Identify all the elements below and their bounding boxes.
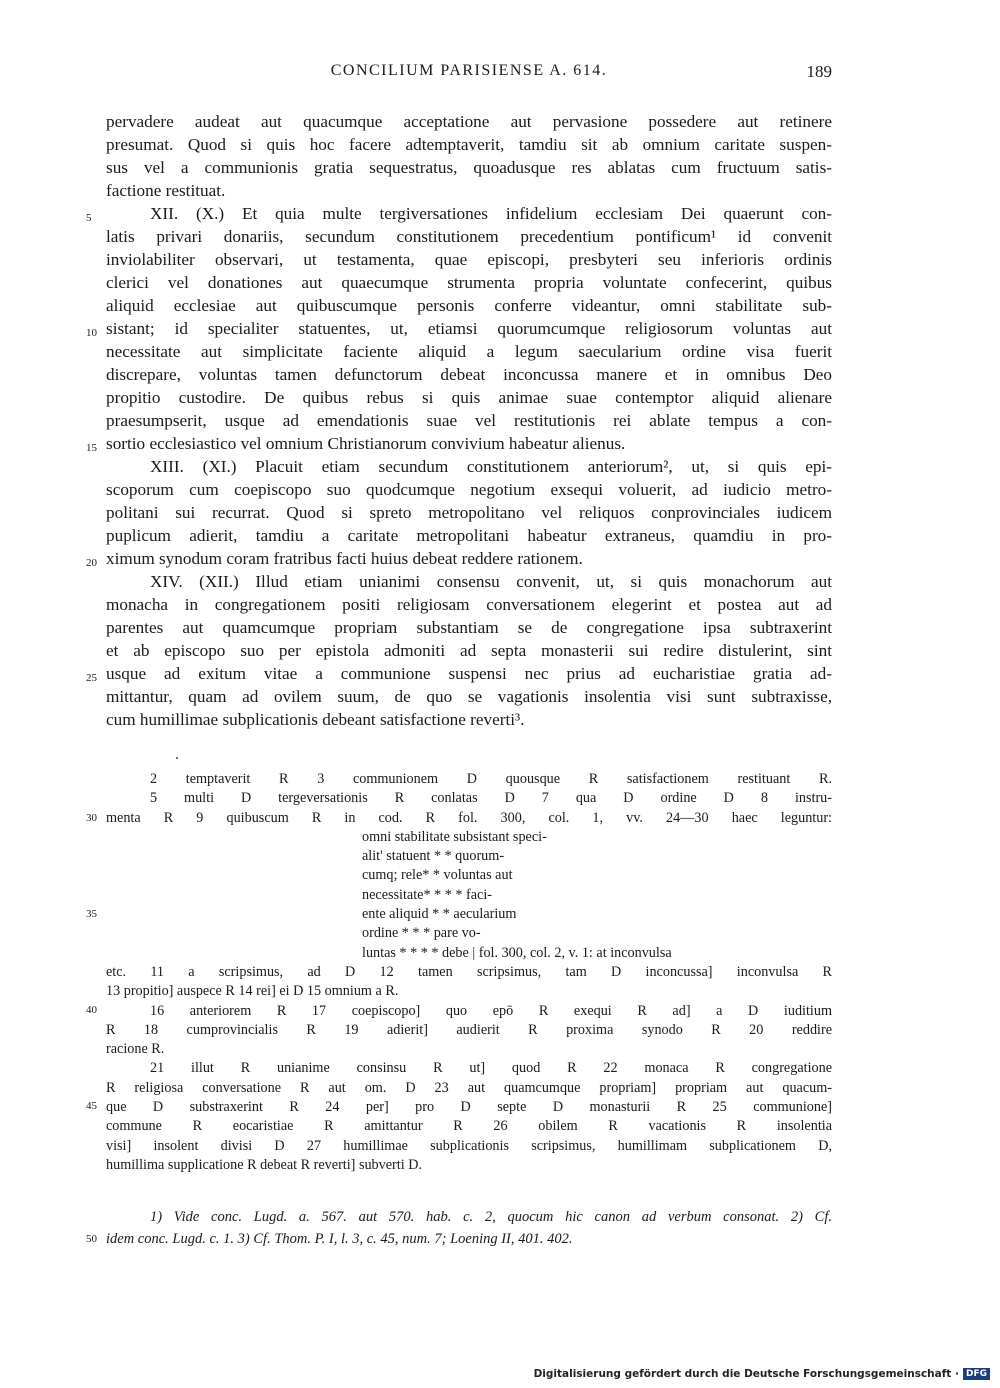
- text-line: praesumpserit, usque ad emendationis suae vel restitutionis rei ablate tempus a con-: [106, 411, 832, 430]
- apparatus-line: R 18 cumprovincialis R 19 adierit] audierit R proxima synodo R 20 reddire: [106, 1021, 832, 1038]
- text-line: clerici vel donationes aut quaecumque strumenta propria voluntate confecerint, quibus: [106, 273, 832, 292]
- apparatus-line: R religiosa conversatione R aut om. D 23 aut quamcumque propriam] propriam aut quacum-: [106, 1079, 832, 1096]
- text-line: puplicum adierit, tamdiu a caritate metropolitani habeatur extraneus, quamdiu in pro-: [106, 526, 832, 545]
- page-number: 189: [806, 62, 832, 81]
- text-line: mittantur, quam ad ovilem suum, de quo se vagationis insolentia visi sunt subtraxisse,: [106, 687, 832, 706]
- text-line: ximum synodum coram fratribus facti huius debeat reddere rationem.: [106, 549, 583, 568]
- line-number: 30: [86, 812, 97, 824]
- apparatus-line: racione R.: [106, 1041, 165, 1058]
- critical-apparatus: [106, 770, 832, 1175]
- apparatus-line: cumq; rele* * voluntas aut: [362, 867, 513, 884]
- apparatus-line: necessitate* * * * faci-: [362, 886, 492, 903]
- apparatus-line: 16 anteriorem R 17 coepiscopo] quo epō R exequi R ad] a D iuditium: [150, 1002, 832, 1019]
- text-line: XIII. (XI.) Placuit etiam secundum constitutionem anteriorum², ut, si quis epi-: [150, 457, 832, 476]
- text-line: factione restituat.: [106, 181, 226, 200]
- apparatus-line: luntas * * * * debe | fol. 300, col. 2, v. 1: at inconvulsa: [362, 944, 672, 961]
- line-number: 20: [86, 557, 97, 569]
- text-line: discrepare, voluntas tamen defunctorum debeat inconcussa manere et in omnibus Deo: [106, 365, 832, 384]
- line-number: 15: [86, 442, 97, 454]
- text-line: et ab episcopo suo per epistola admoniti ad septa monasterii sui redire distulerint, sint: [106, 641, 832, 660]
- text-line: politani sui recurrat. Quod si spreto metropolitano vel reliquos conprovinciales iudicem: [106, 503, 832, 522]
- apparatus-line: 2 temptaverit R 3 communionem D quousque R satisfactionem restituant R.: [150, 771, 832, 787]
- apparatus-line: ordine * * * pare vo-: [362, 925, 481, 942]
- text-line: necessitate aut simplicitate faciente aliquid a legum saecularium ordine visa fuerit: [106, 342, 832, 361]
- stray-mark: [176, 757, 178, 759]
- dfg-logo: DFG: [963, 1368, 990, 1380]
- text-line: sistant; id specialiter statuentes, ut, etiamsi quorumcumque religiosorum voluntas aut: [106, 319, 832, 338]
- line-number: 45: [86, 1100, 97, 1112]
- main-text: [106, 110, 832, 731]
- apparatus-line: 13 propitio] auspece R 14 rei] ei D 15 omnium a R.: [106, 983, 399, 1000]
- text-line: presumat. Quod si quis hoc facere adtemptaverit, tamdiu sit ab omnium caritate suspen-: [106, 135, 832, 154]
- text-line: XIV. (XII.) Illud etiam unianimi consensu convenit, ut, si quis monachorum aut: [150, 572, 832, 591]
- apparatus-line: que D substraxerint R 24 per] pro D septe D monasturii R 25 communione]: [106, 1099, 832, 1116]
- line-number: 40: [86, 1004, 97, 1016]
- line-number: 10: [86, 327, 97, 339]
- footnote-line: 1) Vide conc. Lugd. a. 567. aut 570. hab. c. 2, quocum hic canon ad verbum consonat. 2) Cf.: [150, 1209, 832, 1225]
- text-line: aliquid ecclesiae aut quibuscumque personis conferre videantur, omni stabilitate sub-: [106, 296, 832, 315]
- apparatus-line: ente aliquid * * aecularium: [362, 906, 517, 923]
- digitization-credit: [534, 1368, 990, 1380]
- text-line: parentes aut quamcumque propriam substantiam se de congregatione ipsa subtraxerint: [106, 618, 832, 637]
- credit-text: Digitalisierung gefördert durch die Deutsche Forschungsgemeinschaft ·: [533, 1368, 959, 1380]
- apparatus-line: commune R eocaristiae R amittantur R 26 obilem R vacationis R insolentia: [106, 1118, 832, 1135]
- text-line: usque ad exitum vitae a communione suspensi nec prius ad eucharistiae gratia ad-: [106, 664, 832, 683]
- apparatus-line: humillima supplicatione R debeat R reverti] subverti D.: [106, 1156, 422, 1173]
- line-number: 25: [86, 672, 97, 684]
- running-title: CONCILIUM PARISIENSE A. 614.: [330, 62, 608, 79]
- text-line: pervadere audeat aut quacumque acceptatione aut pervasione possedere aut retinere: [106, 112, 832, 131]
- apparatus-line: visi] insolent divisi D 27 humillimae subplicationis scripsimus, humillimam subplicationem D,: [106, 1137, 832, 1154]
- line-number: 5: [86, 212, 92, 224]
- line-number: 35: [86, 908, 97, 920]
- running-header: [106, 62, 832, 86]
- text-line: cum humillimae subplicationis debeant satisfactione reverti³.: [106, 710, 525, 729]
- footnotes: [106, 1206, 832, 1250]
- text-line: monacha in congregationem positi religiosam conversationem elegerint et postea aut ad: [106, 595, 832, 614]
- apparatus-line: omni stabilitate subsistant speci-: [362, 828, 547, 845]
- text-line: propitio custodire. De quibus rebus si quis animae suae contemptor aliquid alienare: [106, 388, 832, 407]
- text-line: inviolabiliter observari, ut testamenta, quae episcopi, presbyteri seu inferioris ordinis: [106, 250, 832, 269]
- apparatus-line: 21 illut R unianime consinsu R ut] quod R 22 monaca R congregatione: [150, 1060, 832, 1077]
- apparatus-line: 5 multi D tergeversationis R conlatas D 7 qua D ordine D 8 instru-: [150, 790, 832, 807]
- apparatus-line: alit' statuent * * quorum-: [362, 848, 505, 865]
- line-number: 50: [86, 1233, 97, 1245]
- text-line: XII. (X.) Et quia multe tergiversationes infidelium ecclesiam Dei quaerunt con-: [150, 204, 832, 223]
- text-line: latis privari donariis, secundum constitutionem precedentium pontificum¹ id convenit: [106, 227, 832, 246]
- apparatus-line: menta R 9 quibuscum R in cod. R fol. 300, col. 1, vv. 24—30 haec leguntur:: [106, 809, 832, 826]
- apparatus-line: etc. 11 a scripsimus, ad D 12 tamen scripsimus, tam D inconcussa] inconvulsa R: [106, 963, 832, 980]
- text-line: sus vel a communionis gratia sequestratus, quoadusque res ablatas cum fructuum satis-: [106, 158, 832, 177]
- text-line: sortio ecclesiastico vel omnium Christianorum convivium habeatur alienus.: [106, 434, 626, 453]
- footnote-line: idem conc. Lugd. c. 1. 3) Cf. Thom. P. I, l. 3, c. 45, num. 7; Loening II, 401. 402.: [106, 1231, 573, 1247]
- text-line: scoporum cum coepiscopo suo quodcumque negotium exsequi voluerit, ad iudicio metro-: [106, 480, 832, 499]
